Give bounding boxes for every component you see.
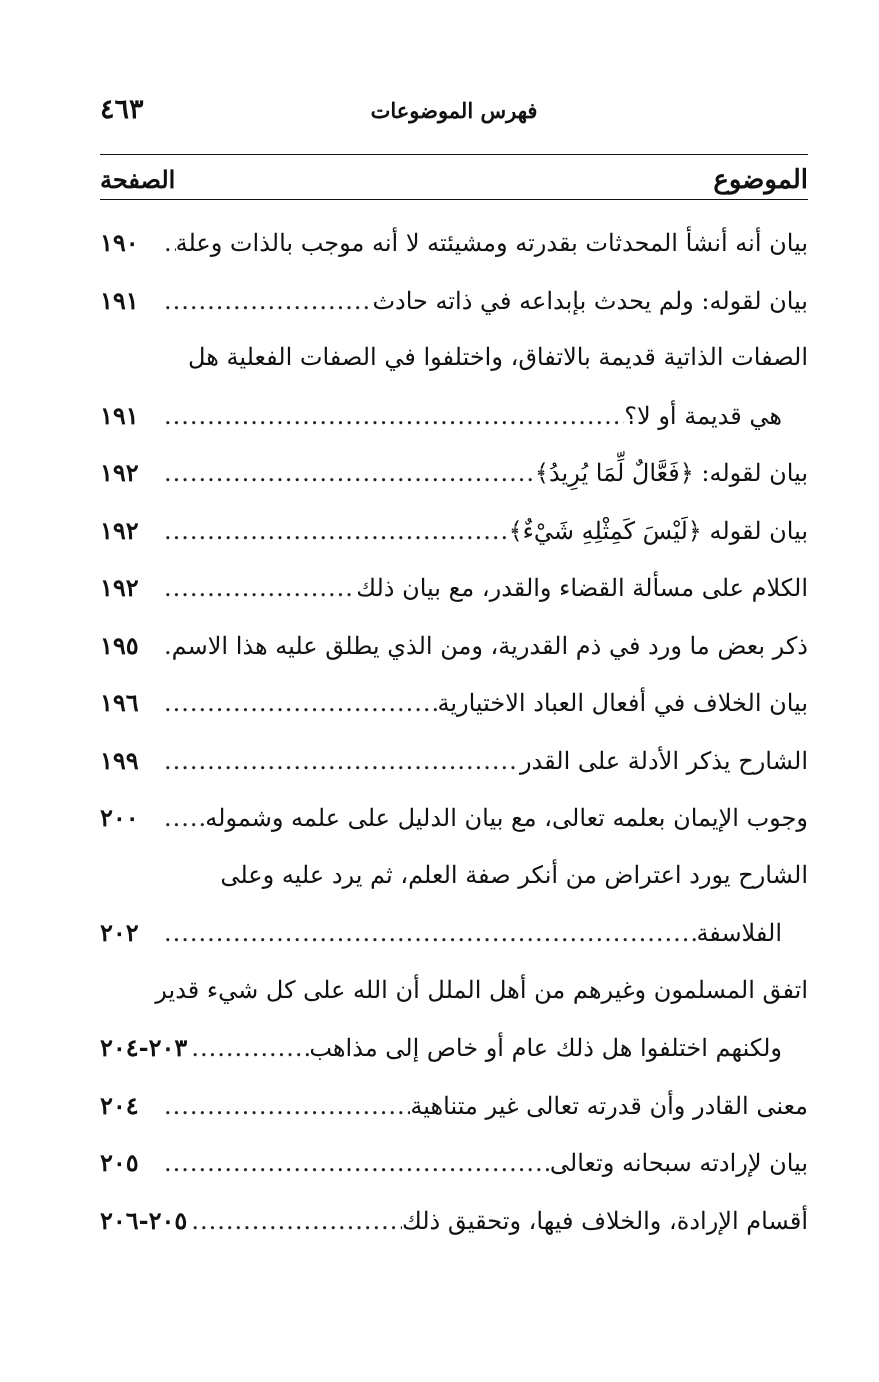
index-line xyxy=(100,1134,808,1192)
index-line xyxy=(100,847,808,905)
entry-page: ١٩٥ xyxy=(100,630,139,660)
entry-topic: ذكر بعض ما ورد في ذم القدرية، ومن الذي يطلق عليه هذا الاسم xyxy=(171,631,808,660)
index-page xyxy=(100,90,808,1250)
entry-topic: اتفق المسلمون وغيرهم من أهل الملل أن الله على كل شيء قدير xyxy=(155,975,808,1004)
dot-leader xyxy=(160,905,696,963)
index-line xyxy=(100,559,808,617)
dot-leader xyxy=(160,1078,410,1136)
columns-rule xyxy=(100,199,808,200)
entry-page: ٢٠٥-٢٠٦ xyxy=(100,1205,188,1235)
index-entries xyxy=(100,214,808,1249)
dot-leader xyxy=(160,503,509,561)
entry-page: ٢٠٤ xyxy=(100,1090,139,1120)
entry-topic: بيان أنه أنشأ المحدثات بقدرته ومشيئته لا أنه موجب بالذات وعلة xyxy=(175,229,808,257)
dot-leader xyxy=(160,618,172,676)
entry-topic: بيان لقوله ﴿لَيْسَ كَمِثْلِهِ شَيْءٌ﴾ xyxy=(508,516,808,545)
index-line xyxy=(100,617,808,675)
index-line xyxy=(100,1077,808,1135)
entry-topic: الصفات الذاتية قديمة بالاتفاق، واختلفوا في الصفات الفعلية هل xyxy=(188,343,808,371)
page-column-header: الصفحة xyxy=(100,165,176,194)
running-header xyxy=(100,90,808,146)
entry-topic: معنى القادر وأن قدرته تعالى غير متناهية xyxy=(410,1091,808,1120)
entry-page: ١٩٠ xyxy=(100,228,139,257)
dot-leader xyxy=(160,445,535,503)
entry-topic: بيان الخلاف في أفعال العباد الاختيارية xyxy=(437,689,808,717)
dot-leader xyxy=(160,273,372,331)
entry-topic: ولكنهم اختلفوا هل ذلك عام أو خاص إلى مذاهب xyxy=(309,1034,782,1062)
index-line xyxy=(100,387,808,445)
dot-leader xyxy=(160,733,520,791)
index-line xyxy=(100,444,808,502)
index-line xyxy=(100,962,808,1020)
dot-leader xyxy=(187,1193,402,1251)
entry-page: ٢٠٣-٢٠٤ xyxy=(100,1033,188,1062)
dot-leader xyxy=(160,215,176,273)
entry-topic: هي قديمة أو لا؟ xyxy=(624,401,782,430)
index-line xyxy=(100,732,808,790)
dot-leader xyxy=(160,560,356,618)
dot-leader xyxy=(160,675,437,733)
entry-topic: بيان لقوله: ﴿فَعَّالٌ لِّمَا يُرِيدُ﴾ xyxy=(534,459,808,487)
index-line xyxy=(100,1019,808,1077)
page-title: فهرس الموضوعات xyxy=(370,98,538,123)
entry-topic: أقسام الإرادة، والخلاف فيها، وتحقيق ذلك xyxy=(402,1206,808,1235)
entry-topic: بيان لإرادته سبحانه وتعالى xyxy=(549,1149,808,1177)
entry-page: ١٩٦ xyxy=(100,688,139,717)
index-line xyxy=(100,674,808,732)
entry-page: ١٩٢ xyxy=(100,515,139,545)
entry-topic: بيان لقوله: ولم يحدث بإبداعه في ذاته حادث xyxy=(372,286,808,315)
index-line xyxy=(100,789,808,847)
entry-page: ٢٠٢ xyxy=(100,918,139,947)
dot-leader xyxy=(160,388,624,446)
dot-leader xyxy=(160,790,205,848)
index-line xyxy=(100,1192,808,1250)
entry-topic: الشارح يورد اعتراض من أنكر صفة العلم، ثم يرد عليه وعلى xyxy=(220,860,808,889)
entry-topic: الشارح يذكر الأدلة على القدر xyxy=(519,746,808,775)
entry-page: ١٩٩ xyxy=(100,745,139,775)
entry-topic: الفلاسفة xyxy=(696,919,782,947)
entry-page: ١٩٢ xyxy=(100,458,139,487)
index-line xyxy=(100,329,808,387)
entry-topic: وجوب الإيمان بعلمه تعالى، مع بيان الدليل على علمه وشموله xyxy=(205,804,808,832)
index-line xyxy=(100,272,808,330)
entry-topic: الكلام على مسألة القضاء والقدر، مع بيان ذلك xyxy=(356,574,808,602)
index-line xyxy=(100,904,808,962)
dot-leader xyxy=(160,1135,550,1193)
entry-page: ٢٠٠ xyxy=(100,803,139,832)
topic-column-header: الموضوع xyxy=(713,165,808,195)
entry-page: ١٩١ xyxy=(100,400,139,430)
index-line xyxy=(100,502,808,560)
entry-page: ٢٠٥ xyxy=(100,1148,139,1177)
dot-leader xyxy=(187,1020,309,1078)
index-line xyxy=(100,214,808,272)
column-headers xyxy=(100,155,808,199)
page-number: ٤٦٣ xyxy=(100,94,144,125)
entry-page: ١٩١ xyxy=(100,285,139,315)
entry-page: ١٩٢ xyxy=(100,573,139,602)
